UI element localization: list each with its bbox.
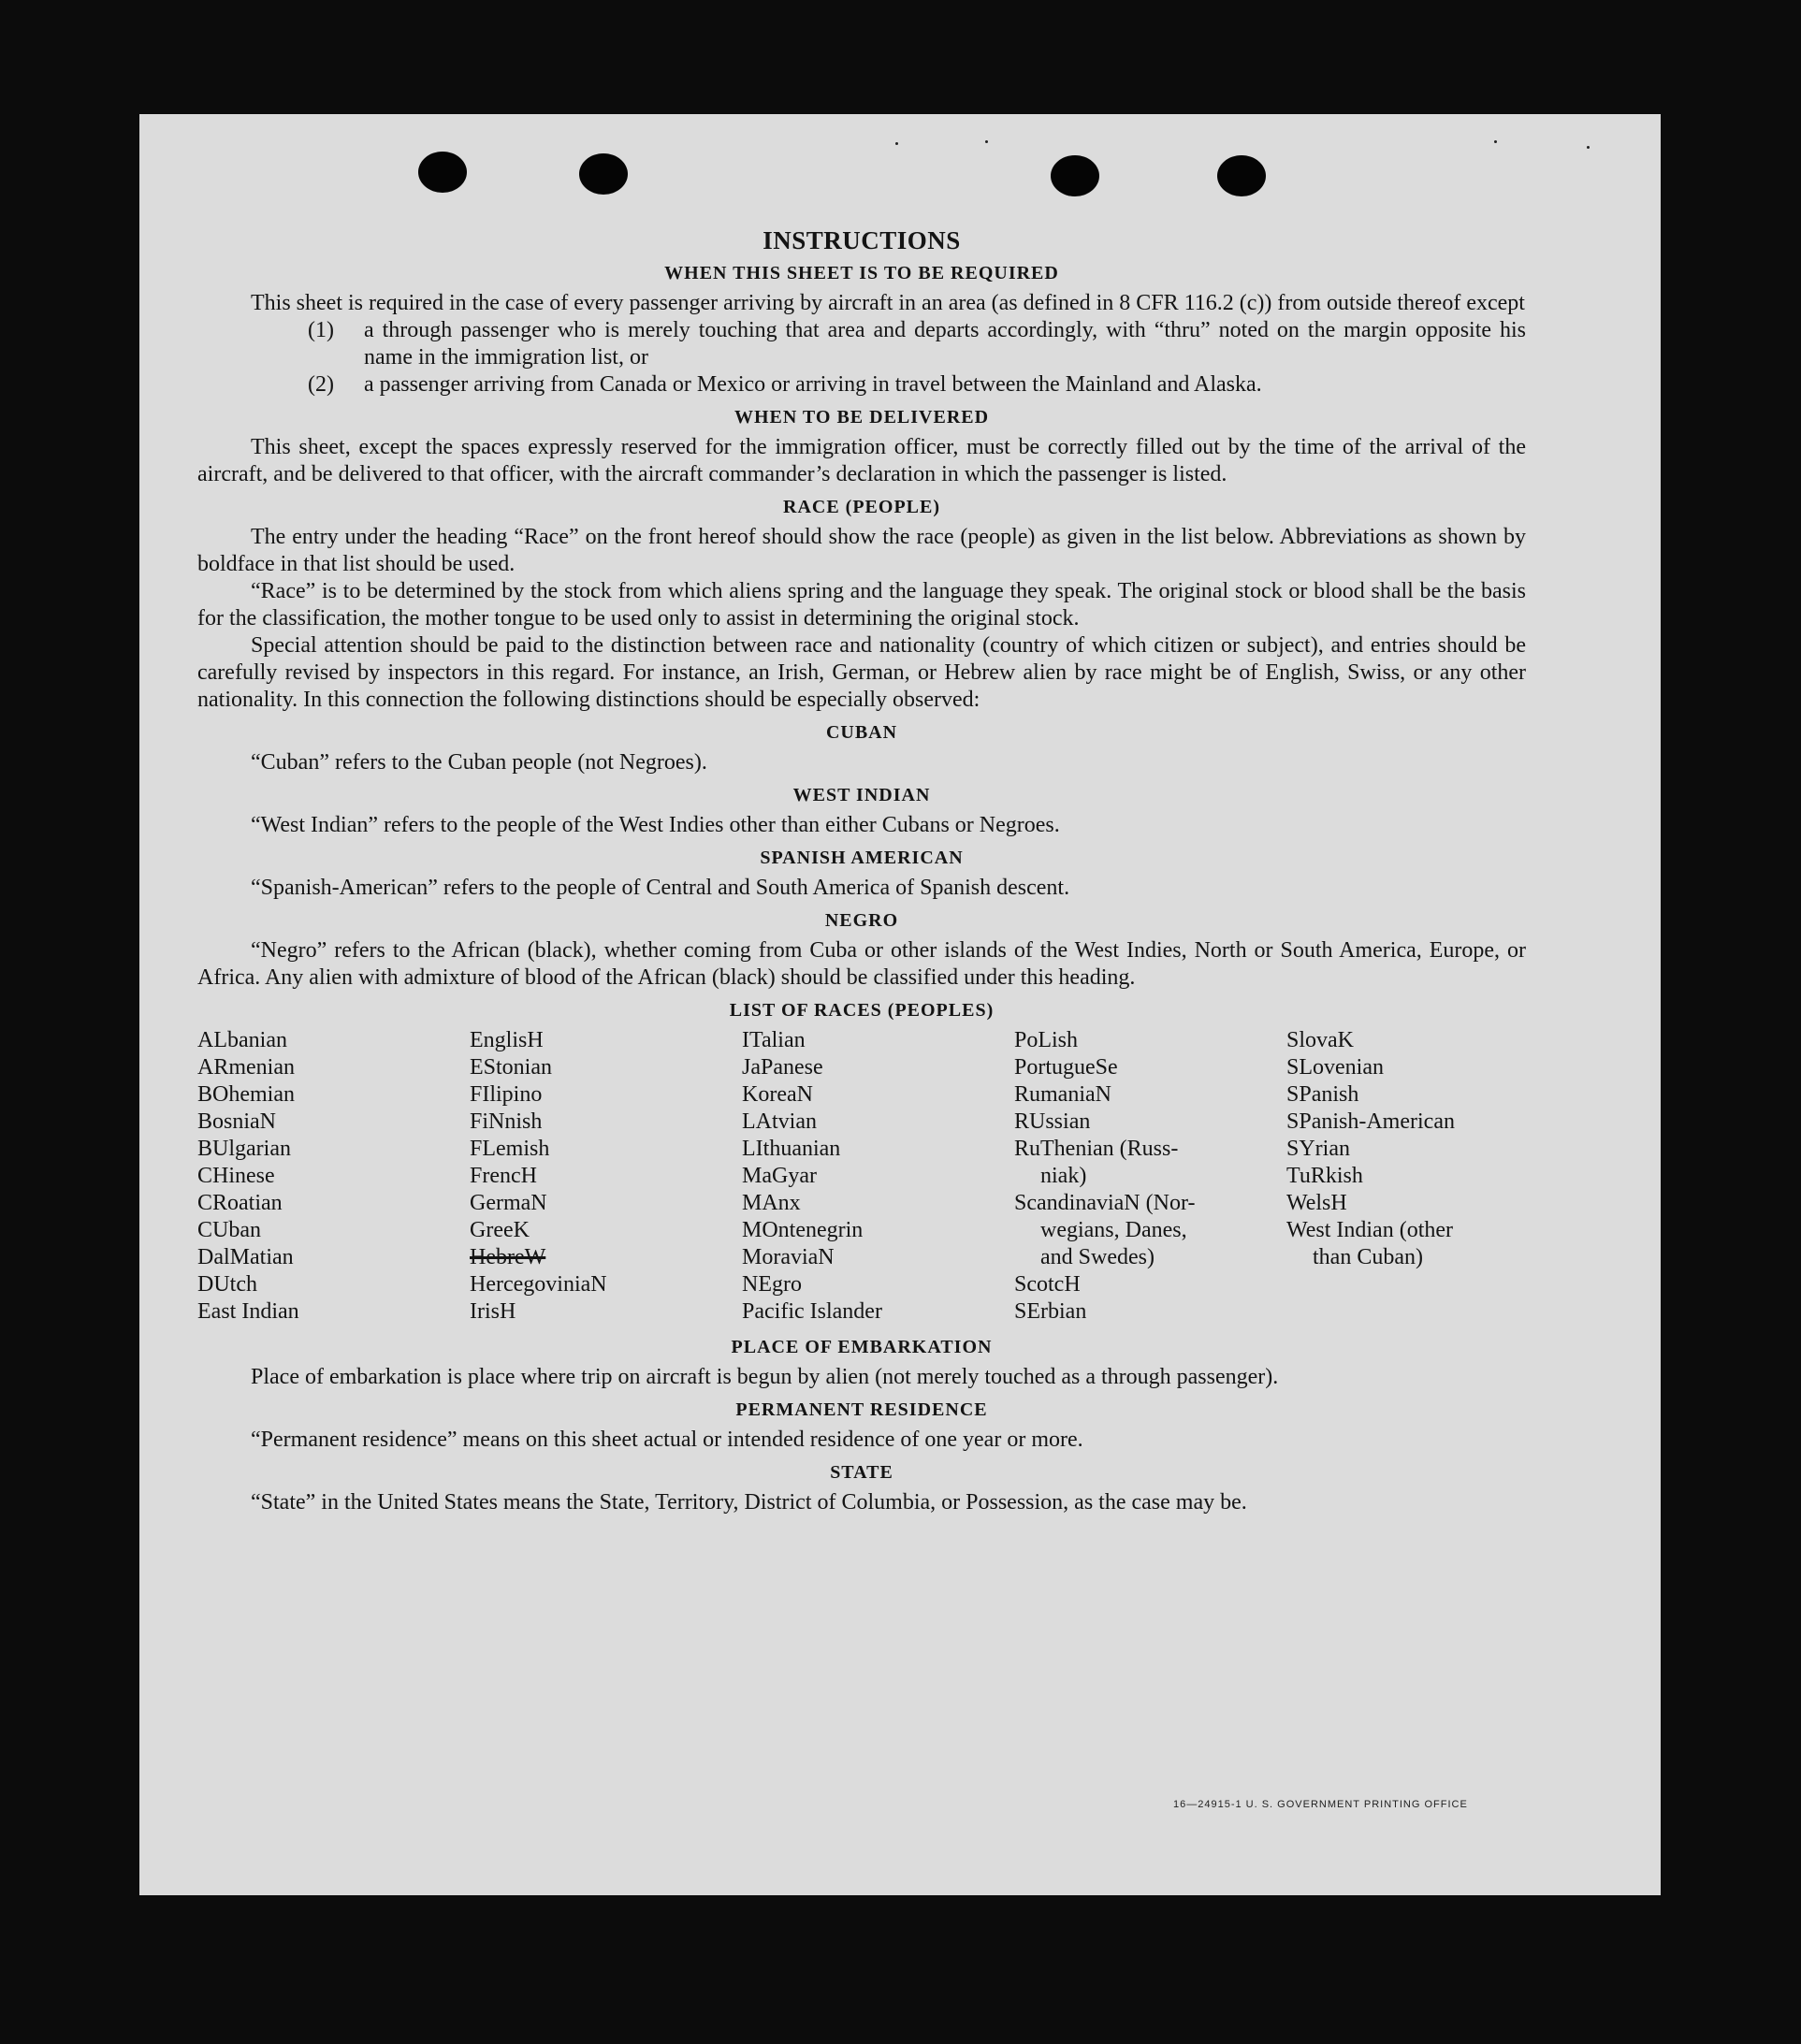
paragraph: “Spanish-American” refers to the people of Central and South America of Spanish descent. — [251, 876, 1070, 900]
speck — [1494, 140, 1497, 143]
races-column — [1286, 1027, 1559, 1326]
race-entry: ScotcH — [1014, 1272, 1081, 1297]
list-item — [308, 371, 1526, 399]
race-entry: West Indian (other — [1286, 1218, 1454, 1242]
race-entry: BosniaN — [197, 1109, 276, 1134]
speck — [895, 142, 898, 145]
race-entry: DalMatian — [197, 1245, 294, 1269]
race-entry: EnglisH — [470, 1028, 544, 1052]
paragraph: This sheet is required in the case of every passenger arriving by aircraft in an area (as defined in 8 CFR 116.2 (c)) from outside thereof except — [251, 291, 1525, 315]
section-heading: CUBAN — [825, 722, 898, 743]
list-item — [308, 317, 1526, 371]
race-entry: LIthuanian — [742, 1137, 841, 1161]
race-entry: CHinese — [197, 1164, 275, 1188]
race-entry: KoreaN — [742, 1082, 813, 1107]
paragraph: Place of embarkation is place where trip on aircraft is begun by alien (not merely touched as a through passenger). — [251, 1365, 1279, 1389]
race-entry: MoraviaN — [742, 1245, 835, 1269]
race-entry: MAnx — [742, 1191, 801, 1215]
paragraph: “Permanent residence” means on this sheet actual or intended residence of one year or more. — [251, 1428, 1083, 1452]
race-entry: MaGyar — [742, 1164, 817, 1188]
printer-imprint: 16—24915-1 U. S. GOVERNMENT PRINTING OFFICE — [1173, 1799, 1468, 1810]
race-entry: SErbian — [1014, 1299, 1087, 1324]
item-number: (1) — [308, 318, 334, 342]
race-entry: DUtch — [197, 1272, 257, 1297]
punch-hole — [1217, 155, 1266, 196]
race-entry: SYrian — [1286, 1137, 1350, 1161]
race-entry: SlovaK — [1286, 1028, 1354, 1052]
section-heading: WHEN THIS SHEET IS TO BE REQUIRED — [664, 263, 1059, 283]
race-entry: SPanish — [1286, 1082, 1359, 1107]
document-page — [139, 114, 1661, 1895]
punch-hole — [418, 152, 467, 193]
punch-hole — [579, 153, 628, 195]
race-entry: FrencH — [470, 1164, 537, 1188]
race-entry: TuRkish — [1286, 1164, 1363, 1188]
race-entry: FIlipino — [470, 1082, 543, 1107]
race-entry: PoLish — [1014, 1028, 1079, 1052]
race-entry: GermaN — [470, 1191, 547, 1215]
item-number: (2) — [308, 372, 334, 397]
race-entry: ScandinaviaN (Nor- — [1014, 1191, 1196, 1215]
instructions-content — [197, 226, 1526, 1516]
races-list — [197, 1027, 1526, 1326]
race-entry: WelsH — [1286, 1191, 1347, 1215]
section-heading: WEST INDIAN — [792, 785, 931, 805]
race-entry: HercegoviniaN — [470, 1272, 607, 1297]
race-entry: SLovenian — [1286, 1055, 1384, 1080]
race-entry: ALbanian — [197, 1028, 287, 1052]
speck — [1587, 146, 1590, 149]
paragraph: Special attention should be paid to the distinction between race and nationality (country of which citizen or subject), and entries should be carefully revised by inspectors in this regard. For instance, an Irish, German, or Hebrew alien by race might be of English, Swiss, or any other nationality. In this connection the following distinctions should be especially observed: — [197, 633, 1526, 712]
paragraph: The entry under the heading “Race” on the front hereof should show the race (people) as given in the list below. Abbreviations as shown by boldface in that list should be used. — [197, 525, 1526, 576]
race-entry: FLemish — [470, 1137, 550, 1161]
paragraph: “West Indian” refers to the people of the West Indies other than either Cubans or Negroes. — [251, 813, 1060, 837]
section-heading: RACE (PEOPLE) — [783, 497, 940, 517]
race-entry: MOntenegrin — [742, 1218, 864, 1242]
races-column — [742, 1027, 1014, 1326]
paragraph: “Negro” refers to the African (black), whether coming from Cuba or other islands of the West Indies, North or South America, Europe, or Africa. Any alien with admixture of blood of the African (black) should be classified under this heading. — [197, 938, 1526, 990]
paragraph: “State” in the United States means the State, Territory, District of Columbia, or Possession, as the case may be. — [251, 1490, 1247, 1515]
race-entry: BOhemian — [197, 1082, 295, 1107]
paragraph: This sheet, except the spaces expressly reserved for the immigration officer, must be correctly filled out by the time of the arrival of the aircraft, and be delivered to that officer, with the aircraft commander’s declaration in which the passenger is listed. — [197, 435, 1526, 486]
race-entry: RUssian — [1014, 1109, 1091, 1134]
section-heading: LIST OF RACES (PEOPLES) — [729, 1000, 995, 1021]
race-entry: EStonian — [470, 1055, 552, 1080]
section-heading: PERMANENT RESIDENCE — [735, 1399, 988, 1420]
race-entry: RuThenian (Russ- — [1014, 1137, 1179, 1161]
race-entry: CUban — [197, 1218, 261, 1242]
race-entry-struck: HebreW — [470, 1245, 546, 1269]
races-column — [470, 1027, 742, 1326]
race-entry: JaPanese — [742, 1055, 823, 1080]
item-text: a through passenger who is merely touching that area and departs accordingly, with “thru” noted on the margin opposite his name in the immigration list, or — [364, 318, 1526, 370]
section-heading: PLACE OF EMBARKATION — [731, 1337, 993, 1357]
race-entry: BUlgarian — [197, 1137, 291, 1161]
race-entry: niak) — [1040, 1164, 1087, 1188]
race-entry: FiNnish — [470, 1109, 543, 1134]
race-entry: LAtvian — [742, 1109, 817, 1134]
paragraph: “Race” is to be determined by the stock from which aliens spring and the language they speak. The original stock or blood shall be the basis for the classification, the mother tongue to be used only to assist in determining the original stock. — [197, 579, 1526, 631]
speck — [985, 140, 988, 143]
section-heading: NEGRO — [824, 910, 899, 931]
paragraph: “Cuban” refers to the Cuban people (not Negroes). — [251, 750, 707, 775]
race-entry: PortugueSe — [1014, 1055, 1118, 1080]
race-entry: ITalian — [742, 1028, 806, 1052]
race-entry: RumaniaN — [1014, 1082, 1111, 1107]
section-heading: SPANISH AMERICAN — [760, 848, 964, 868]
race-entry: NEgro — [742, 1272, 802, 1297]
item-text: a passenger arriving from Canada or Mexico or arriving in travel between the Mainland and Alaska. — [364, 372, 1262, 397]
race-entry: wegians, Danes, — [1040, 1218, 1187, 1242]
page-title: INSTRUCTIONS — [763, 226, 961, 254]
races-column — [1014, 1027, 1286, 1326]
section-heading: STATE — [830, 1462, 893, 1483]
race-entry: CRoatian — [197, 1191, 283, 1215]
race-entry: GreeK — [470, 1218, 530, 1242]
race-entry: than Cuban) — [1313, 1245, 1423, 1269]
race-entry: East Indian — [197, 1299, 299, 1324]
race-entry: ARmenian — [197, 1055, 295, 1080]
race-entry: Pacific Islander — [742, 1299, 882, 1324]
section-heading: WHEN TO BE DELIVERED — [733, 407, 990, 428]
races-column — [197, 1027, 470, 1326]
race-entry: IrisH — [470, 1299, 516, 1324]
punch-hole — [1051, 155, 1099, 196]
race-entry: SPanish-American — [1286, 1109, 1455, 1134]
race-entry: and Swedes) — [1040, 1245, 1155, 1269]
